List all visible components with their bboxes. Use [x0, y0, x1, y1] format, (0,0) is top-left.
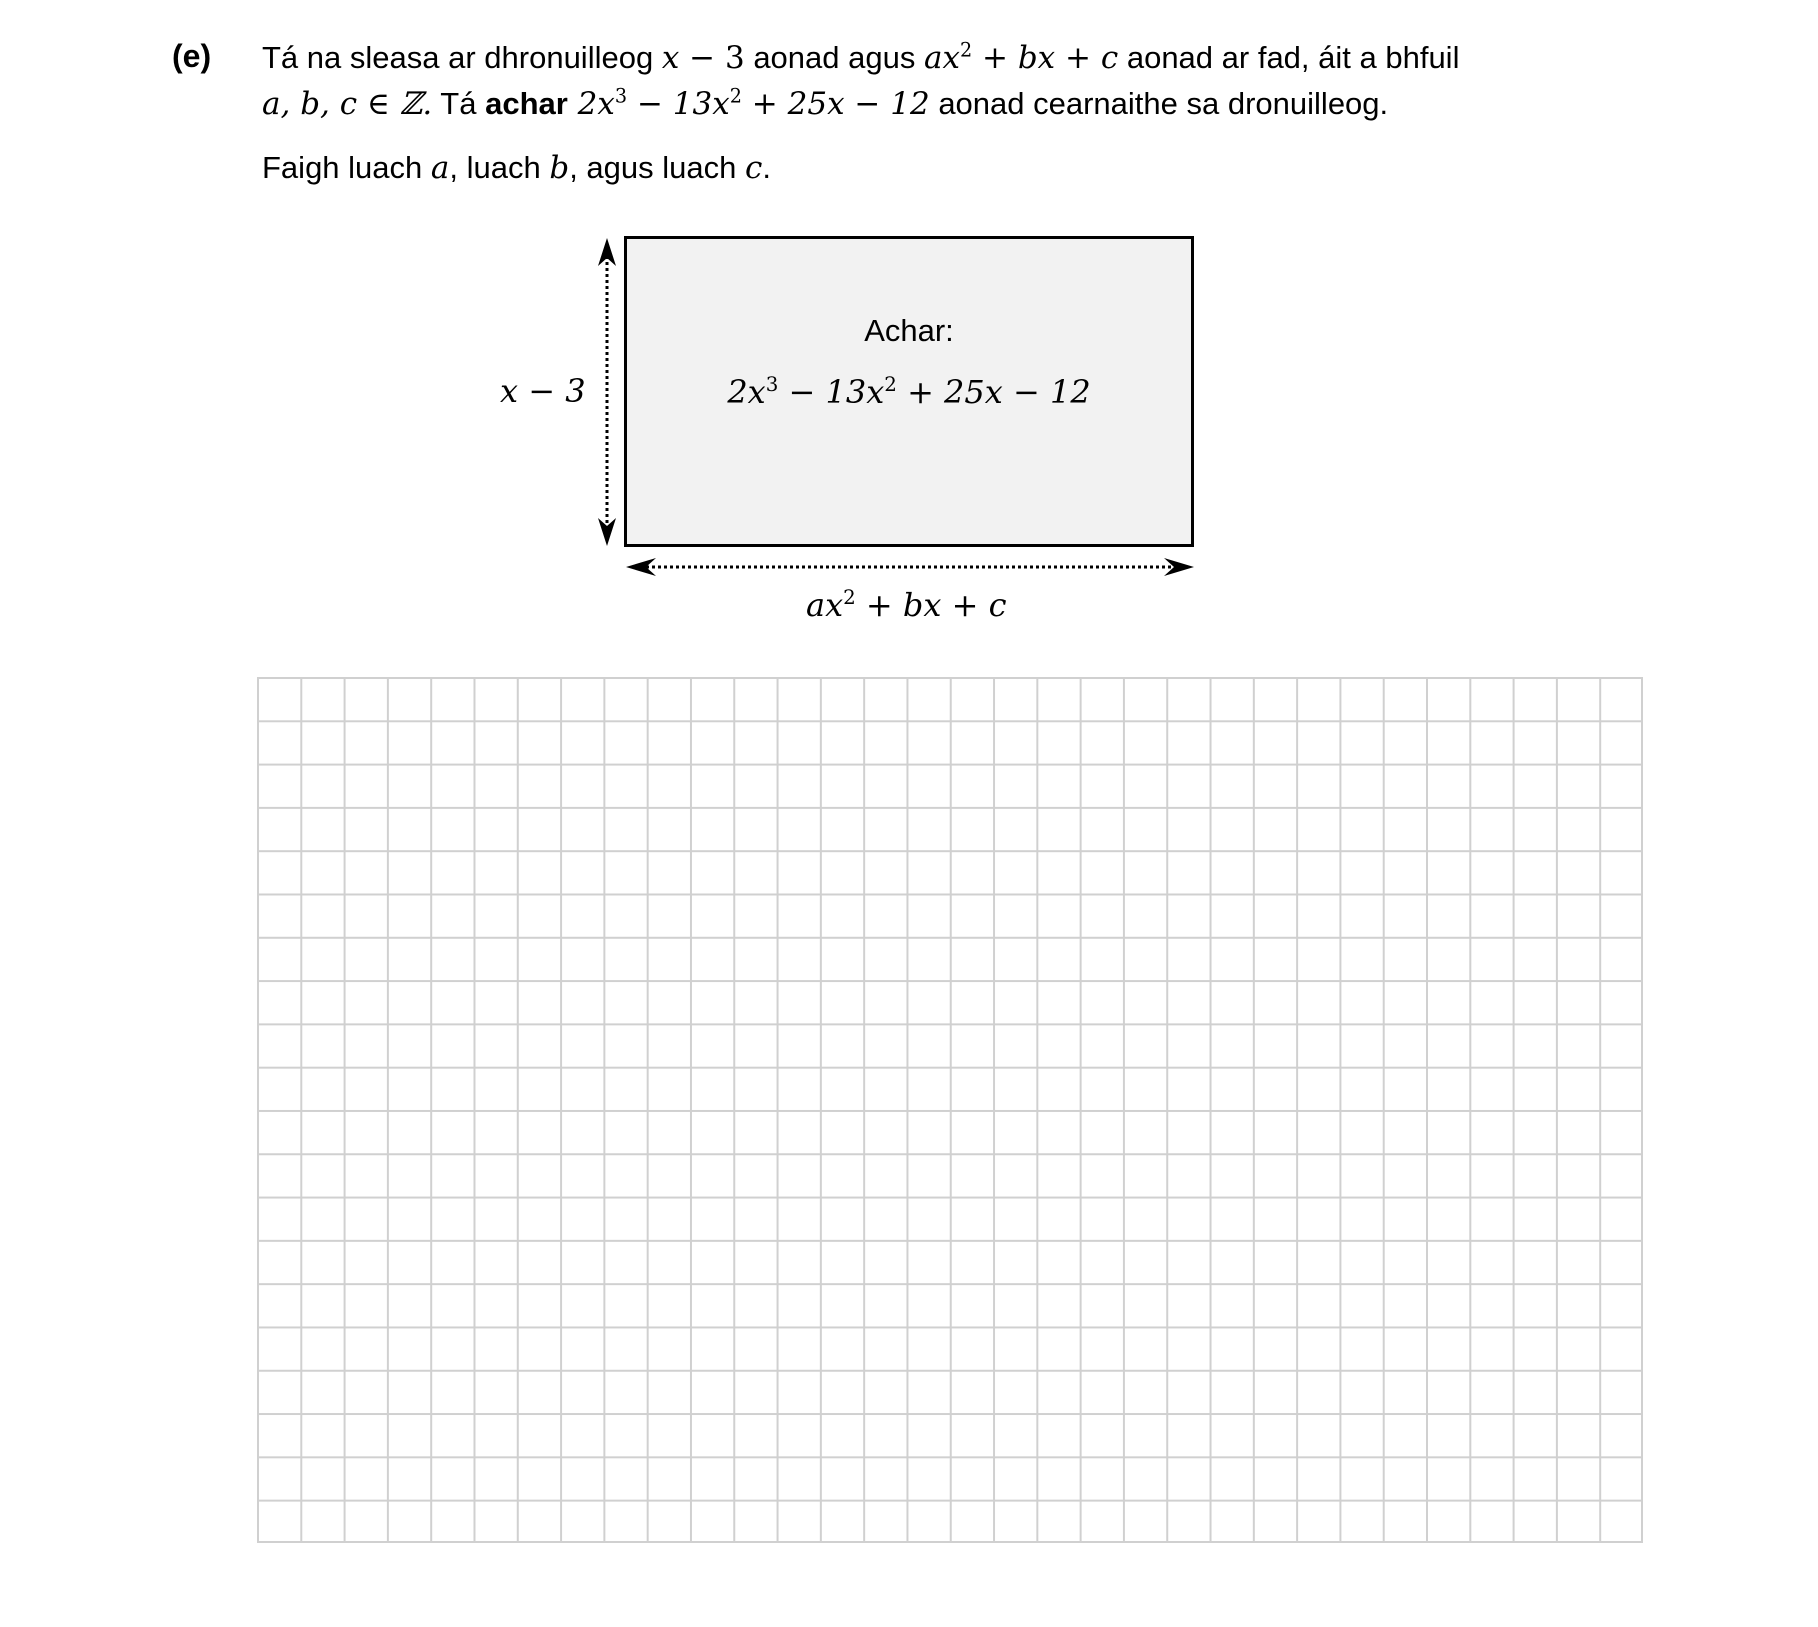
- math-var: x: [661, 40, 680, 76]
- answer-grid[interactable]: [257, 677, 1643, 1543]
- text: aonad cearnaithe sa dronuilleog.: [929, 86, 1389, 121]
- text: Tá: [432, 86, 486, 121]
- math-expr: ax: [806, 586, 844, 624]
- math-expr: − 13x: [778, 373, 885, 411]
- math-var: b: [549, 150, 570, 186]
- question-label: (e): [172, 38, 212, 74]
- text: Faigh luach: [262, 150, 431, 185]
- math-expr: + bx + c: [972, 40, 1119, 76]
- horizontal-double-arrow-icon: [626, 558, 1194, 576]
- text: , agus luach: [569, 150, 745, 185]
- math-var: a: [430, 150, 450, 186]
- exponent: 2: [843, 586, 856, 610]
- text: aonad ar fad, áit a bhfuil: [1118, 40, 1460, 75]
- text: Tá na sleasa ar dhronuilleog: [262, 40, 662, 75]
- exponent: 2: [884, 373, 897, 397]
- math-expr: 2x: [727, 373, 766, 411]
- exponent: 2: [959, 38, 973, 62]
- math-var: c: [744, 150, 763, 186]
- dimension-arrows: [0, 0, 1818, 700]
- bold-term: achar: [485, 86, 568, 121]
- math-expr: − 13x: [627, 86, 730, 122]
- exponent: 3: [765, 373, 779, 397]
- math-expr: + bx + c: [855, 586, 1007, 624]
- vertical-double-arrow-icon: [598, 238, 616, 546]
- side-length-label: x − 3: [500, 372, 586, 410]
- text: aonad agus: [744, 40, 924, 75]
- exponent: 3: [614, 84, 628, 108]
- math-expr: + 25x − 12: [741, 86, 930, 122]
- area-title: Achar:: [864, 313, 954, 348]
- math-set: a, b, c ∈ ℤ.: [262, 86, 433, 122]
- exponent: 2: [729, 84, 742, 108]
- math-expr: ax: [923, 40, 960, 76]
- math-expr: − 3: [679, 40, 745, 76]
- text: , luach: [449, 150, 550, 185]
- math-expr: 2x: [567, 86, 615, 122]
- math-expr: + 25x − 12: [896, 373, 1091, 411]
- text: .: [762, 150, 771, 185]
